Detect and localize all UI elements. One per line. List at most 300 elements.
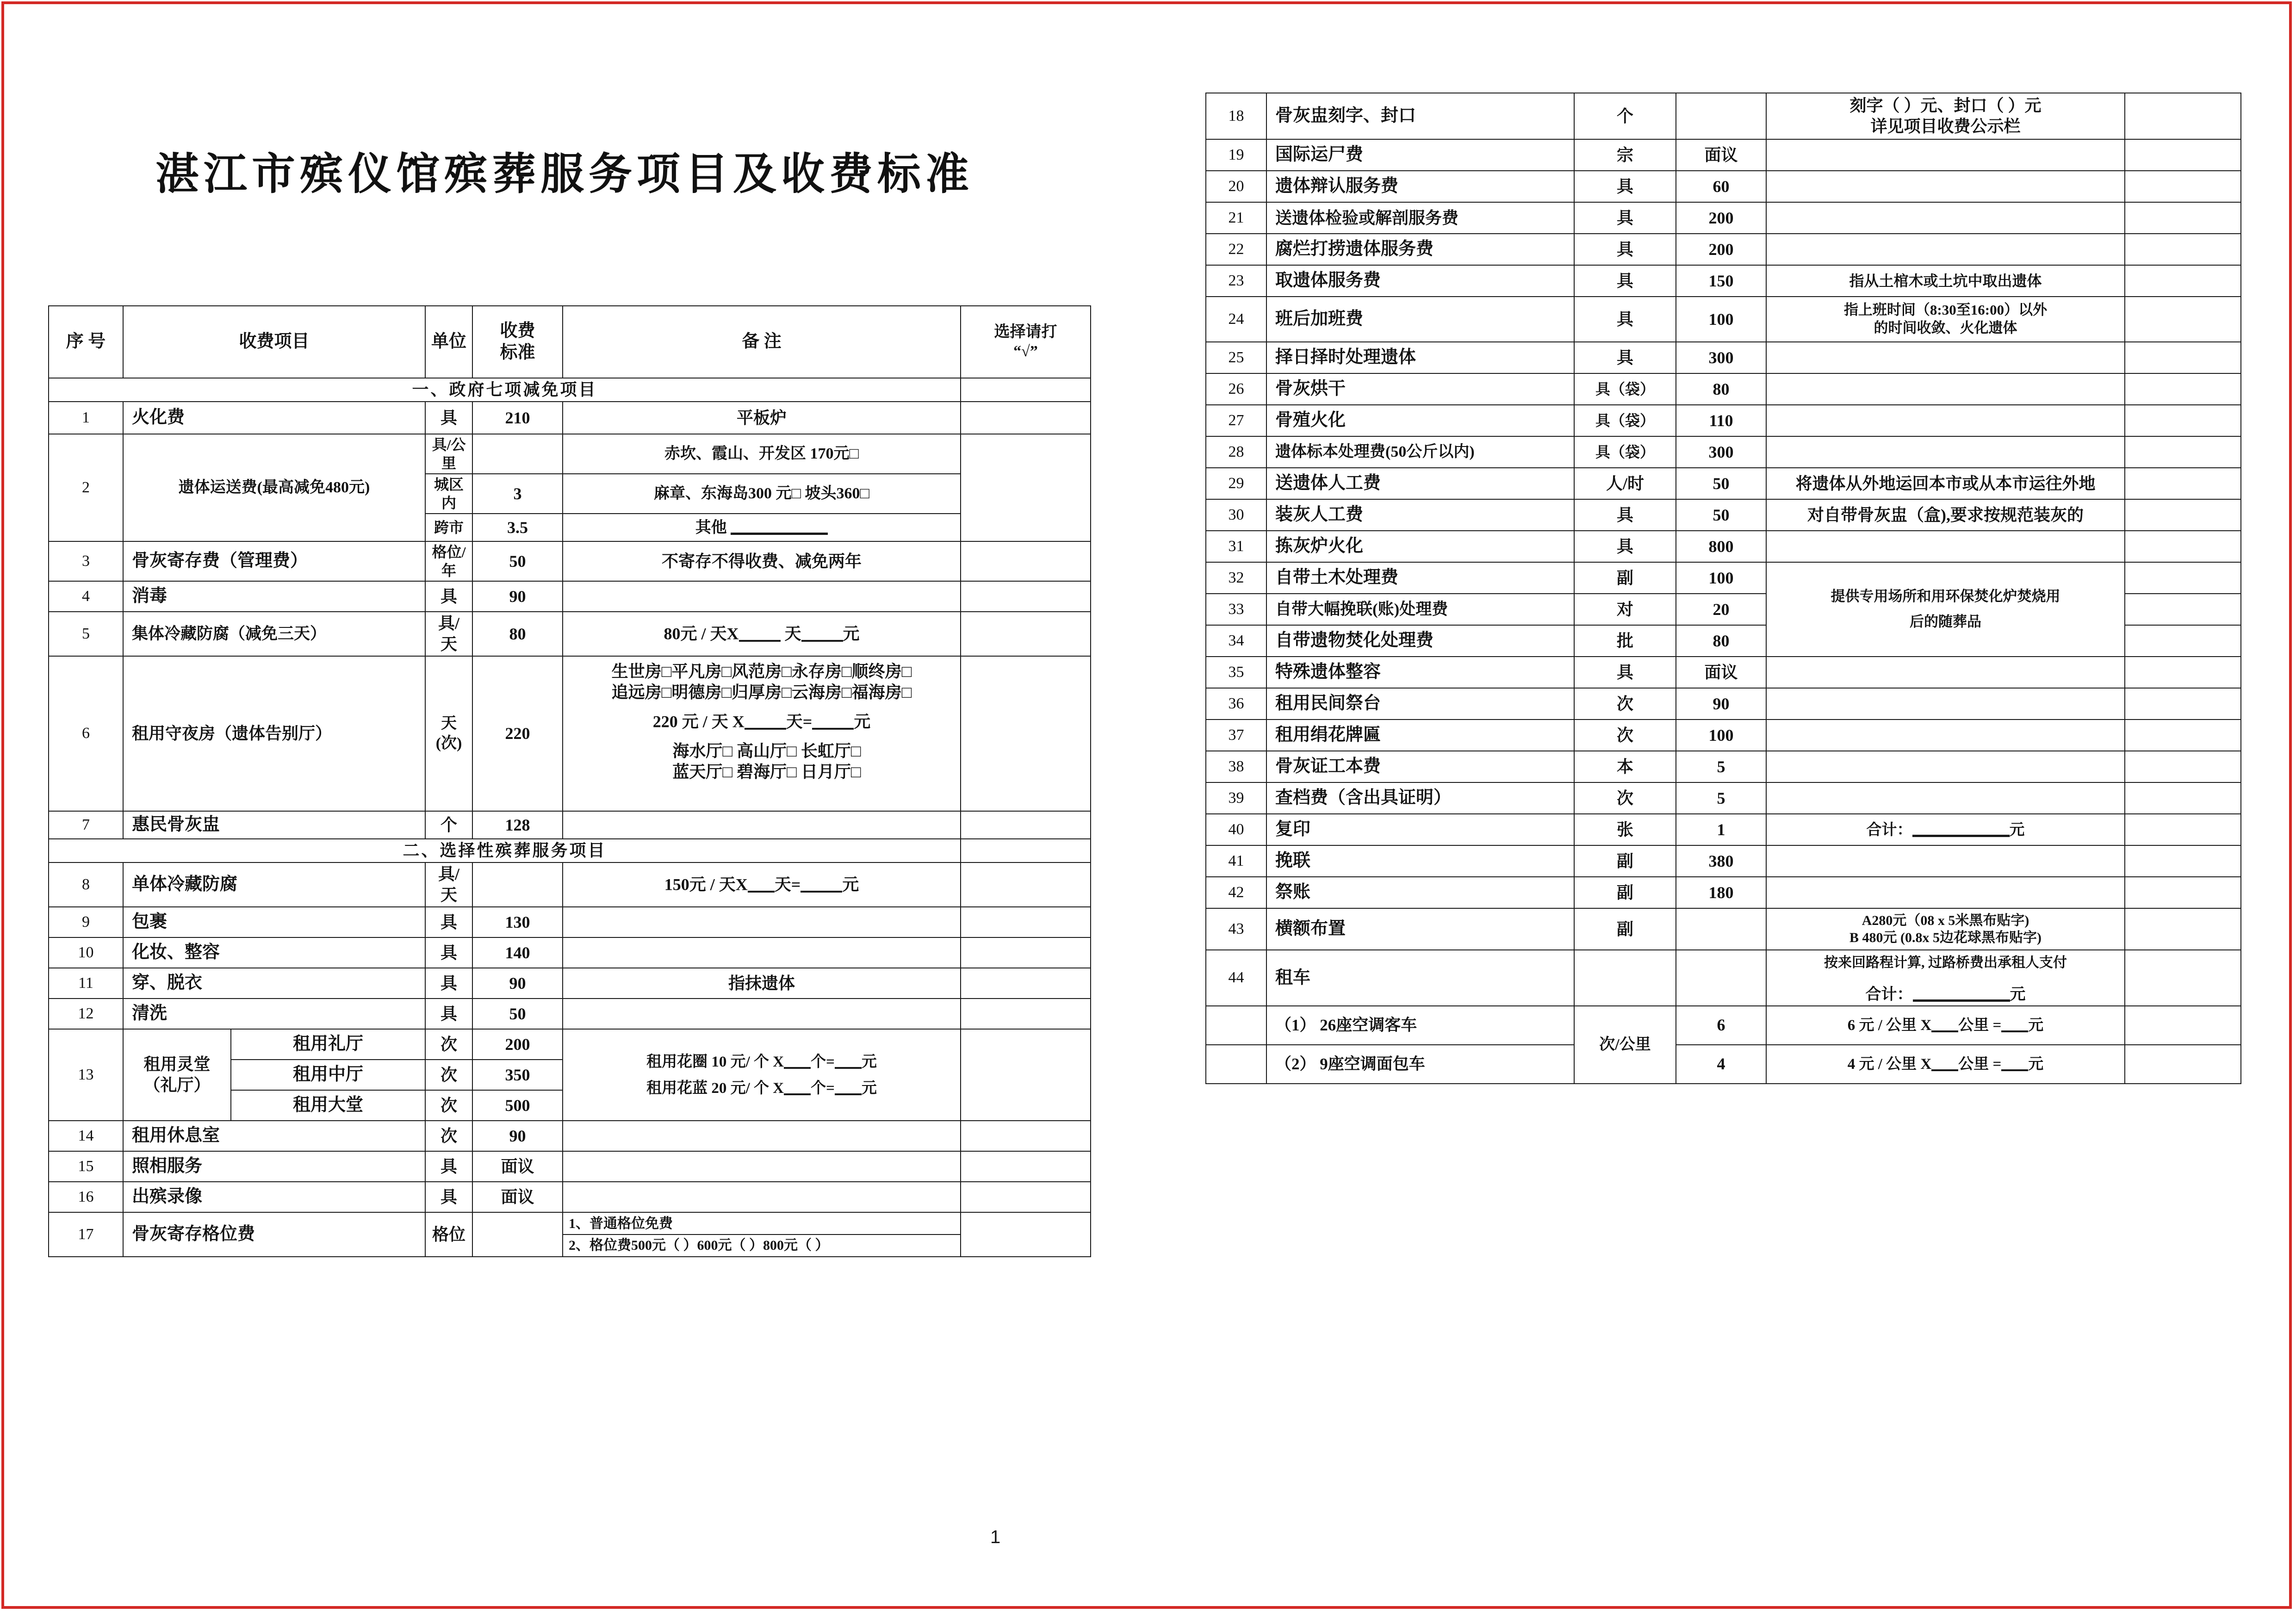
row-unit: 具/ 天 xyxy=(425,612,472,656)
row-unit: 具 xyxy=(1574,171,1676,202)
remark-line-2: 的时间收敛、火化遗体 xyxy=(1874,320,2017,336)
row-standard: 800 xyxy=(1676,531,1766,562)
row-choose[interactable] xyxy=(2125,950,2241,1006)
row-standard: 面议 xyxy=(1676,657,1766,688)
row-unit: 对 xyxy=(1574,594,1676,625)
remark-rooms-line-2: 追远房□明德房□归厚房□云海房□福海房□ xyxy=(611,683,912,701)
remark-mid: 天= xyxy=(786,712,813,731)
row-index: 17 xyxy=(49,1212,123,1257)
table-row xyxy=(1206,950,2241,1006)
remark-line-1: A280元（08 x 5米黑布贴字) xyxy=(1862,912,2029,928)
remark-suffix: 元 xyxy=(842,875,859,894)
row-unit: 次 xyxy=(425,1090,472,1121)
row-choose[interactable] xyxy=(2125,1006,2241,1045)
row-remark: 将遗体从外地运回本市或从本市运往外地 xyxy=(1766,468,2125,499)
remark-line-2: 后的随葬品 xyxy=(1910,614,1982,630)
row-index: 38 xyxy=(1206,751,1266,782)
row-remark xyxy=(563,1182,961,1212)
row-choose[interactable] xyxy=(961,1121,1091,1151)
row-standard: 100 xyxy=(1676,562,1766,594)
row-unit: 具/ 天 xyxy=(425,862,472,907)
row-choose[interactable] xyxy=(2125,625,2241,657)
row-item: 挽联 xyxy=(1266,845,1574,877)
blank-underline[interactable] xyxy=(745,711,786,730)
row-standard: 100 xyxy=(1676,297,1766,342)
row-choose[interactable] xyxy=(2125,139,2241,171)
blank-underline[interactable] xyxy=(801,623,843,642)
row-standard: 5 xyxy=(1676,782,1766,814)
blank-underline[interactable] xyxy=(812,711,854,730)
remark-wreath xyxy=(566,1052,957,1072)
row-standard: 1 xyxy=(1676,814,1766,845)
row-unit: 副 xyxy=(1574,562,1676,594)
row-standard: 350 xyxy=(472,1060,563,1090)
row-remark xyxy=(563,907,961,937)
row-choose[interactable] xyxy=(961,612,1091,656)
row-remark xyxy=(563,1151,961,1182)
row-choose[interactable] xyxy=(961,968,1091,999)
fee-table-left xyxy=(48,305,1091,1257)
row-index-blank xyxy=(1206,1006,1266,1045)
row-choose[interactable] xyxy=(961,811,1091,839)
row-choose[interactable] xyxy=(2125,202,2241,234)
row-standard: 128 xyxy=(472,811,563,839)
row-standard: 140 xyxy=(472,937,563,968)
remark-line-1: 按来回路程计算, 过路桥费出承租人支付 xyxy=(1824,955,2067,970)
row-choose[interactable] xyxy=(961,402,1091,434)
row-choose[interactable] xyxy=(2125,499,2241,531)
row-remark: 指抹遗体 xyxy=(563,968,961,999)
row-choose[interactable] xyxy=(2125,782,2241,814)
table-row xyxy=(49,1029,1091,1060)
blank-underline[interactable] xyxy=(1931,1054,1958,1071)
remark-suffix: 元 xyxy=(2028,1056,2044,1073)
row-choose[interactable] xyxy=(2125,877,2241,908)
section-choose-cell[interactable] xyxy=(961,378,1091,402)
remark-line-1: 刻字（ ）元、封口（ ）元 xyxy=(1849,96,2042,115)
row-choose[interactable] xyxy=(2125,436,2241,468)
row-unit: 具 xyxy=(1574,202,1676,234)
row-index: 19 xyxy=(1206,139,1266,171)
remark-line-1: 提供专用场所和用环保焚化炉焚烧用 xyxy=(1831,588,2060,605)
row-item: 租用守夜房（遗体告别厅） xyxy=(123,656,425,811)
remark-line-2: B 480元 (0.8x 5边花球黑布贴字) xyxy=(1849,930,2042,945)
blank-underline[interactable] xyxy=(835,1052,862,1069)
row-index: 12 xyxy=(49,999,123,1029)
row-index: 41 xyxy=(1206,845,1266,877)
remark-mid: 天= xyxy=(774,875,801,894)
row-item: 集体冷藏防腐（减免三天） xyxy=(123,612,425,656)
row-index: 30 xyxy=(1206,499,1266,531)
row-remark xyxy=(563,1029,961,1121)
table-row xyxy=(49,541,1091,581)
row-index: 10 xyxy=(49,937,123,968)
row-unit: 具/公里 xyxy=(425,434,472,474)
col-header-item: 收费项目 xyxy=(123,306,425,378)
row-item: 穿、脱衣 xyxy=(123,968,425,999)
remark-halls-line-1: 海水厅□ 高山厅□ 长虹厅□ xyxy=(672,741,861,760)
row-item: 遗体运送费(最高减免480元) xyxy=(123,434,425,541)
row-standard: 200 xyxy=(472,1029,563,1060)
row-unit: 城区内 xyxy=(425,474,472,514)
table-row xyxy=(1206,202,2241,234)
row-unit: 副 xyxy=(1574,908,1676,950)
row-item: 自带土木处理费 xyxy=(1266,562,1574,594)
row-index: 43 xyxy=(1206,908,1266,950)
row-standard: 90 xyxy=(472,1121,563,1151)
row-item: 单体冷藏防腐 xyxy=(123,862,425,907)
remark-suffix: 元 xyxy=(2009,821,2025,838)
table-row xyxy=(1206,814,2241,845)
row-index: 31 xyxy=(1206,531,1266,562)
blank-underline[interactable] xyxy=(784,1052,811,1069)
blank-underline[interactable] xyxy=(1931,1015,1958,1032)
row-standard: 80 xyxy=(1676,373,1766,405)
row-unit: 次 xyxy=(1574,720,1676,751)
row-index: 25 xyxy=(1206,342,1266,373)
remark-prefix: 4 元 / 公里 X xyxy=(1847,1056,1932,1073)
row-item: 骨灰证工本费 xyxy=(1266,751,1574,782)
row-remark xyxy=(1766,950,2125,1006)
row-remark xyxy=(1766,814,2125,845)
blank-underline[interactable] xyxy=(731,517,828,535)
row-remark xyxy=(563,1212,961,1257)
row-unit: 个 xyxy=(1574,93,1676,139)
row-standard: 100 xyxy=(1676,720,1766,751)
remark-mid: 个= xyxy=(811,1080,835,1097)
table-row xyxy=(49,1121,1091,1151)
row-item: 国际运尸费 xyxy=(1266,139,1574,171)
row-standard: 90 xyxy=(472,968,563,999)
row-unit: 具 xyxy=(1574,297,1676,342)
table-row xyxy=(49,434,1091,474)
blank-underline[interactable] xyxy=(1913,984,2010,1002)
row-remark: 赤坎、霞山、开发区 170元□ xyxy=(563,434,961,474)
spacer xyxy=(566,703,957,711)
row-index: 6 xyxy=(49,656,123,811)
row-choose[interactable] xyxy=(2125,908,2241,950)
row-choose[interactable] xyxy=(2125,468,2241,499)
row-unit: 宗 xyxy=(1574,139,1676,171)
row-standard: 220 xyxy=(472,656,563,811)
row-index: 11 xyxy=(49,968,123,999)
row-choose[interactable] xyxy=(2125,171,2241,202)
table-row xyxy=(1206,1006,2241,1045)
row-choose[interactable] xyxy=(2125,234,2241,265)
section-choose-cell[interactable] xyxy=(961,839,1091,862)
row-standard: 380 xyxy=(1676,845,1766,877)
row-item: 送遗体检验或解剖服务费 xyxy=(1266,202,1574,234)
row-standard: 80 xyxy=(1676,625,1766,657)
row-remark xyxy=(1766,234,2125,265)
row-choose[interactable] xyxy=(2125,405,2241,436)
row-unit: 次 xyxy=(1574,688,1676,720)
row-item: 骨灰寄存费（管理费） xyxy=(123,541,425,581)
row-subitem: 租用中厅 xyxy=(231,1060,425,1090)
row-index: 14 xyxy=(49,1121,123,1151)
row-item: 查档费（含出具证明） xyxy=(1266,782,1574,814)
row-index: 4 xyxy=(49,581,123,612)
table-row xyxy=(1206,171,2241,202)
row-choose[interactable] xyxy=(2125,373,2241,405)
table-row xyxy=(1206,531,2241,562)
row-remark xyxy=(1766,297,2125,342)
row-remark: 指从土棺木或土坑中取出遗体 xyxy=(1766,265,2125,297)
table-row xyxy=(49,612,1091,656)
row-unit: 次/公里 xyxy=(1574,1006,1676,1084)
row-item: 骨灰烘干 xyxy=(1266,373,1574,405)
table-row xyxy=(1206,877,2241,908)
table-row xyxy=(1206,688,2241,720)
row-remark xyxy=(1766,782,2125,814)
row-choose[interactable] xyxy=(2125,845,2241,877)
row-unit: 具 xyxy=(425,907,472,937)
section-label-one: 一、政府七项减免项目 xyxy=(49,378,961,402)
table-row xyxy=(49,937,1091,968)
row-choose[interactable] xyxy=(961,862,1091,907)
row-index: 40 xyxy=(1206,814,1266,845)
row-standard: 面议 xyxy=(472,1151,563,1182)
row-unit: 次 xyxy=(425,1060,472,1090)
row-index: 7 xyxy=(49,811,123,839)
row-unit: 副 xyxy=(1574,845,1676,877)
row-subitem: （1） 26座空调客车 xyxy=(1266,1006,1574,1045)
row-subitem: 租用礼厅 xyxy=(231,1029,425,1060)
row-index: 27 xyxy=(1206,405,1266,436)
table-row xyxy=(49,1182,1091,1212)
row-choose[interactable] xyxy=(961,937,1091,968)
col-header-choose: 选择请打 “√” xyxy=(961,306,1091,378)
row-unit: 张 xyxy=(1574,814,1676,845)
row-standard: 300 xyxy=(1676,342,1766,373)
table-row xyxy=(1206,342,2241,373)
row-unit: 格位 xyxy=(425,1212,472,1257)
remark-sub-line-1: 1、普通格位免费 xyxy=(563,1213,960,1235)
row-choose[interactable] xyxy=(2125,688,2241,720)
row-remark xyxy=(1766,405,2125,436)
row-standard: 3 xyxy=(472,474,563,514)
row-choose[interactable] xyxy=(2125,751,2241,782)
table-row xyxy=(1206,468,2241,499)
row-index: 39 xyxy=(1206,782,1266,814)
row-remark xyxy=(1766,202,2125,234)
blank-underline[interactable] xyxy=(2001,1054,2028,1071)
row-unit: 具 xyxy=(425,937,472,968)
row-choose[interactable] xyxy=(2125,814,2241,845)
row-choose[interactable] xyxy=(2125,594,2241,625)
row-remark: 平板炉 xyxy=(563,402,961,434)
row-remark xyxy=(1766,877,2125,908)
table-row xyxy=(1206,297,2241,342)
row-item: 骨灰盅刻字、封口 xyxy=(1266,93,1574,139)
row-remark xyxy=(1766,373,2125,405)
table-row xyxy=(1206,1045,2241,1084)
row-unit: 具 xyxy=(425,402,472,434)
row-item: 消毒 xyxy=(123,581,425,612)
table-row xyxy=(1206,782,2241,814)
row-standard: 180 xyxy=(1676,877,1766,908)
row-item: 惠民骨灰盅 xyxy=(123,811,425,839)
table-row xyxy=(49,656,1091,811)
row-standard xyxy=(472,862,563,907)
row-remark xyxy=(1766,342,2125,373)
row-choose[interactable] xyxy=(2125,297,2241,342)
row-standard: 60 xyxy=(1676,171,1766,202)
row-standard: 面议 xyxy=(1676,139,1766,171)
remark-mid: 天 xyxy=(784,624,801,643)
section-row-two xyxy=(49,839,1091,862)
row-unit: 具 xyxy=(1574,499,1676,531)
row-unit: 具 xyxy=(1574,342,1676,373)
fee-table-right xyxy=(1205,93,2241,1084)
row-choose[interactable] xyxy=(2125,1045,2241,1084)
blank-underline[interactable] xyxy=(1912,819,2010,837)
row-index: 26 xyxy=(1206,373,1266,405)
row-index: 9 xyxy=(49,907,123,937)
row-index: 24 xyxy=(1206,297,1266,342)
section-label-two: 二、选择性殡葬服务项目 xyxy=(49,839,961,862)
row-choose[interactable] xyxy=(961,1029,1091,1121)
row-subitem: （2） 9座空调面包车 xyxy=(1266,1045,1574,1084)
row-unit: 具 xyxy=(425,1151,472,1182)
row-choose[interactable] xyxy=(961,541,1091,581)
row-index: 36 xyxy=(1206,688,1266,720)
row-remark xyxy=(1766,1006,2125,1045)
row-choose[interactable] xyxy=(961,907,1091,937)
blank-underline[interactable] xyxy=(800,874,842,893)
row-standard: 3.5 xyxy=(472,514,563,541)
row-unit xyxy=(1574,950,1676,1006)
row-choose[interactable] xyxy=(961,1182,1091,1212)
row-unit: 具 xyxy=(1574,234,1676,265)
row-unit: 具（袋） xyxy=(1574,373,1676,405)
remark-text: 其他 xyxy=(695,519,727,537)
section-row-one xyxy=(49,378,1091,402)
row-standard: 110 xyxy=(1676,405,1766,436)
row-remark xyxy=(1766,908,2125,950)
row-choose[interactable] xyxy=(961,999,1091,1029)
row-unit: 具 xyxy=(1574,265,1676,297)
row-item: 包裹 xyxy=(123,907,425,937)
row-index: 5 xyxy=(49,612,123,656)
row-remark xyxy=(563,514,961,541)
row-unit: 次 xyxy=(425,1029,472,1060)
blank-underline[interactable] xyxy=(2001,1015,2028,1032)
row-item: 横额布置 xyxy=(1266,908,1574,950)
row-item: 取遗体服务费 xyxy=(1266,265,1574,297)
row-item: 班后加班费 xyxy=(1266,297,1574,342)
row-index: 16 xyxy=(49,1182,123,1212)
blank-underline[interactable] xyxy=(835,1078,862,1095)
remark-total xyxy=(1769,984,2122,1005)
remark-mid: 公里 = xyxy=(1958,1056,2002,1073)
blank-underline[interactable] xyxy=(739,623,781,642)
row-index: 21 xyxy=(1206,202,1266,234)
remark-rooms-line-1: 生世房□平凡房□风范房□永存房□顺终房□ xyxy=(611,662,912,681)
row-remark xyxy=(1766,845,2125,877)
remark-suffix: 元 xyxy=(843,624,860,643)
row-standard: 面议 xyxy=(472,1182,563,1212)
row-choose[interactable] xyxy=(961,581,1091,612)
row-remark xyxy=(1766,688,2125,720)
row-index: 15 xyxy=(49,1151,123,1182)
row-remark xyxy=(1766,139,2125,171)
row-index: 37 xyxy=(1206,720,1266,751)
row-unit: 人/时 xyxy=(1574,468,1676,499)
remark-suffix: 元 xyxy=(854,712,871,731)
table-row xyxy=(1206,373,2241,405)
row-choose[interactable] xyxy=(2125,93,2241,139)
row-choose[interactable] xyxy=(2125,720,2241,751)
row-remark xyxy=(563,811,961,839)
row-standard xyxy=(1676,950,1766,1006)
row-choose[interactable] xyxy=(2125,265,2241,297)
row-standard: 80 xyxy=(472,612,563,656)
row-standard: 50 xyxy=(1676,499,1766,531)
remark-suffix: 元 xyxy=(2028,1017,2044,1034)
row-remark xyxy=(563,862,961,907)
row-standard xyxy=(472,434,563,474)
remark-calc xyxy=(566,711,957,732)
row-item: 遗体辩认服务费 xyxy=(1266,171,1574,202)
row-choose[interactable] xyxy=(961,1151,1091,1182)
row-remark: 不寄存不得收费、减免两年 xyxy=(563,541,961,581)
row-remark xyxy=(1766,657,2125,688)
row-index: 44 xyxy=(1206,950,1266,1006)
row-standard: 4 xyxy=(1676,1045,1766,1084)
row-unit: 具 xyxy=(425,1182,472,1212)
blank-underline[interactable] xyxy=(784,1078,811,1095)
row-item: 祭账 xyxy=(1266,877,1574,908)
row-choose[interactable] xyxy=(2125,657,2241,688)
row-index: 32 xyxy=(1206,562,1266,594)
row-index: 34 xyxy=(1206,625,1266,657)
table-row xyxy=(49,862,1091,907)
row-index: 23 xyxy=(1206,265,1266,297)
row-standard: 300 xyxy=(1676,436,1766,468)
row-standard: 20 xyxy=(1676,594,1766,625)
page-right xyxy=(1148,0,2296,1613)
row-remark xyxy=(1766,720,2125,751)
row-choose[interactable] xyxy=(961,434,1091,541)
remark-prefix: 150元 / 天X xyxy=(664,875,748,894)
row-unit: 具 xyxy=(1574,657,1676,688)
table-row xyxy=(49,581,1091,612)
row-index: 13 xyxy=(49,1029,123,1121)
row-remark xyxy=(1766,171,2125,202)
row-remark xyxy=(1766,93,2125,139)
table-header-row xyxy=(49,306,1091,378)
row-choose[interactable] xyxy=(2125,531,2241,562)
remark-suffix: 元 xyxy=(861,1080,877,1097)
row-remark xyxy=(1766,531,2125,562)
row-remark-merged xyxy=(1766,562,2125,657)
row-choose[interactable] xyxy=(2125,342,2241,373)
row-item: 骨灰寄存格位费 xyxy=(123,1212,425,1257)
row-choose[interactable] xyxy=(961,1212,1091,1257)
row-subitem: 租用大堂 xyxy=(231,1090,425,1121)
row-remark xyxy=(1766,1045,2125,1084)
row-remark xyxy=(563,999,961,1029)
remark-prefix: 6 元 / 公里 X xyxy=(1847,1017,1932,1034)
remark-basket xyxy=(566,1078,957,1098)
blank-underline[interactable] xyxy=(748,874,775,893)
row-standard: 50 xyxy=(472,541,563,581)
row-choose[interactable] xyxy=(2125,562,2241,594)
table-row xyxy=(1206,93,2241,139)
row-choose[interactable] xyxy=(961,656,1091,811)
table-row xyxy=(1206,405,2241,436)
